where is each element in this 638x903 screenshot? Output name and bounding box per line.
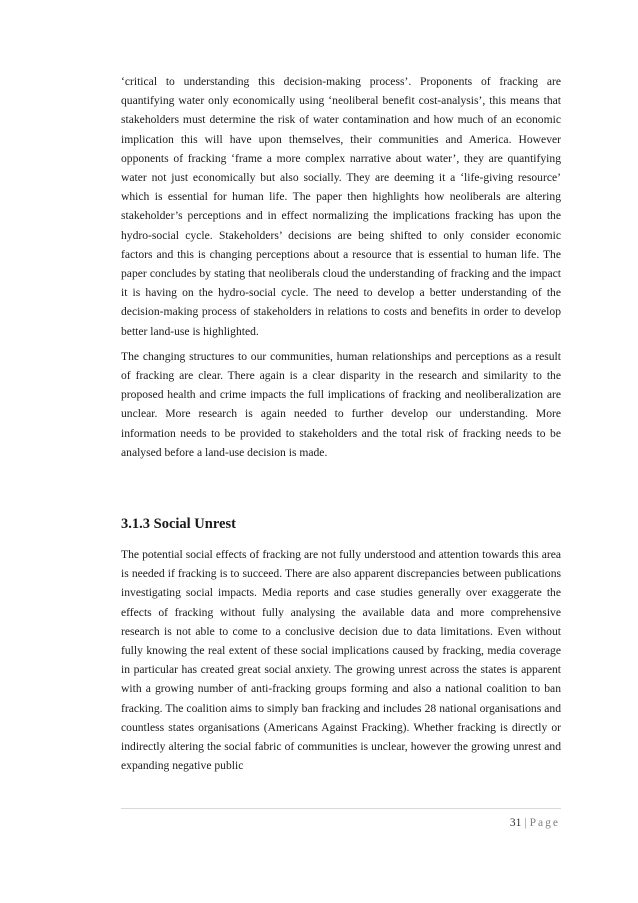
page-number: 31: [509, 817, 522, 829]
body-paragraph-3: The potential social effects of fracking are not fully understood and attention towards this area is needed if fracking is to succeed. There are also apparent discrepancies between publications investigating social impacts. Media reports and case studies generally over exaggerate the effects of fracking without fully analysing the available data and more comprehensive research is not able to come to a conclusive decision due to data limitations. Even without fully knowing the real extent of these social implications caused by fracking, media coverage in particular has created great social anxiety. The growing unrest across the states is apparent with a growing number of anti-fracking groups forming and also a national coalition to ban fracking. The coalition aims to simply ban fracking and includes 28 national organisations and countless states organisations (Americans Against Fracking). Whether fracking is directly or indirectly altering the social fabric of communities is unclear, however the growing unrest and expanding negative public: [121, 548, 561, 773]
page-footer: [510, 815, 560, 831]
section-heading: 3.1.3 Social Unrest: [121, 516, 236, 533]
body-paragraph-2: The changing structures to our communities, human relationships and perceptions as a result of fracking are clear. There again is a clear disparity in the research and similarity to the proposed health and crime impacts the full implications of fracking and neoliberalization are unclear. More research is again needed to further develop our understanding. More information needs to be provided to stakeholders and the total risk of fracking needs to be analysed before a land-use decision is made.: [121, 349, 561, 459]
body-paragraph-1: ‘critical to understanding this decision-making process’. Proponents of fracking are quantifying water only economically using ‘neoliberal benefit cost-analysis’, this means that stakeholders must determine the risk of water contamination and how much of an economic implication this will have upon themselves, their communities and America. However opponents of fracking ‘frame a more complex narrative about water’, they are quantifying water not just economically but also socially. They are deeming it a ‘life-giving resource’ which is essential for human life. The paper then highlights how neoliberals are altering stakeholder’s perceptions and in effect normalizing the implications fracking has upon the hydro-social cycle. Stakeholders’ decisions are being shifted to only consider economic factors and this is changing perceptions about a resource that is essential to human life. The paper concludes by stating that neoliberals cloud the understanding of fracking and the impact it is having on the hydro-social cycle. The need to develop a better understanding of the decision-making process of stakeholders in relations to costs and benefits in order to develop better land-use is highlighted.: [121, 75, 561, 338]
footer-divider: [121, 808, 561, 809]
page-label: Page: [529, 817, 560, 829]
page-body: [121, 72, 561, 776]
heading-spacer: [121, 534, 561, 545]
footer-separator: |: [524, 817, 527, 829]
